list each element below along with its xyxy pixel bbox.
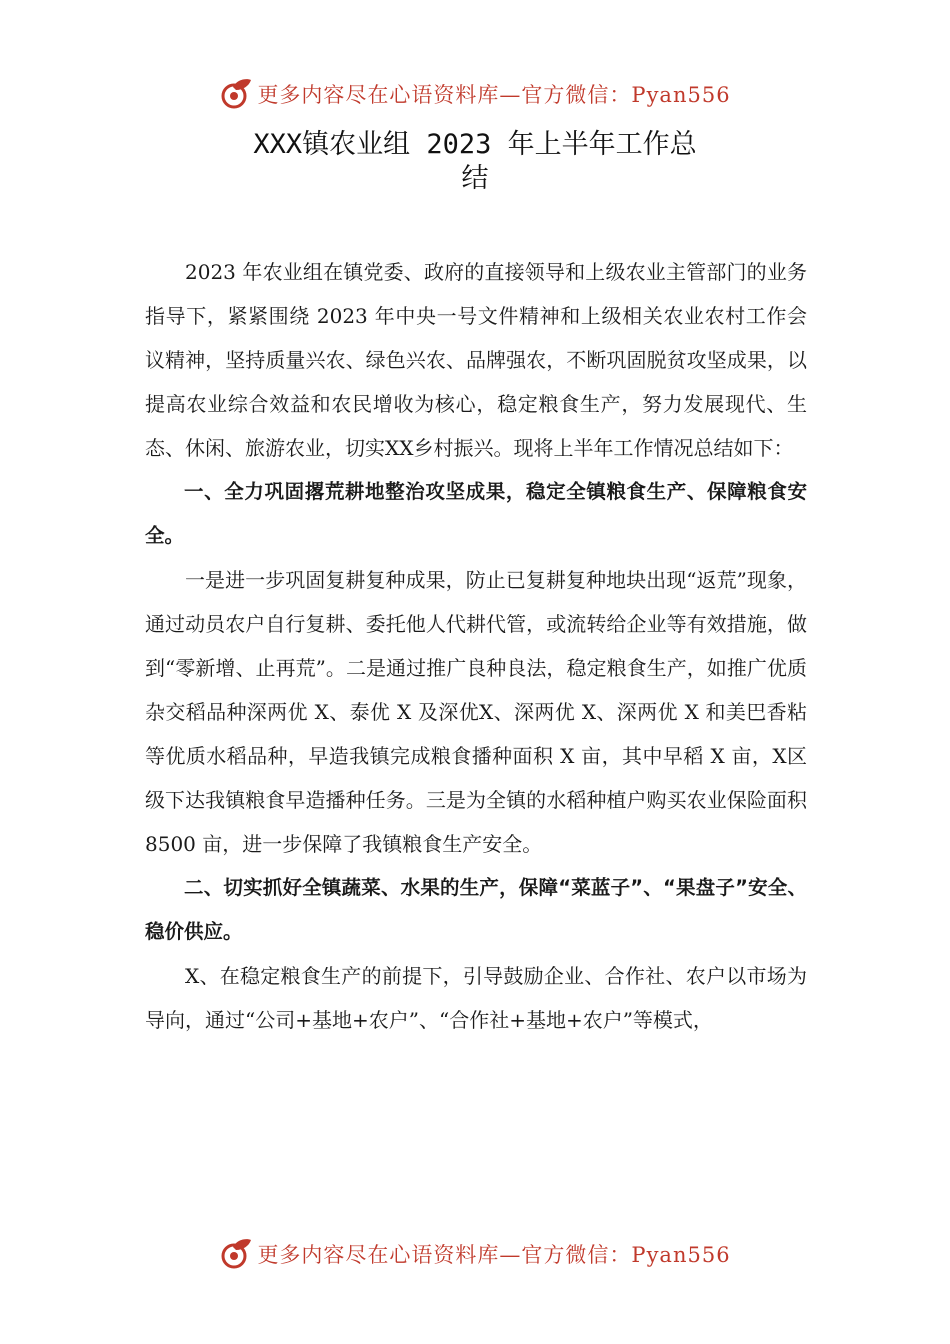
title-line-2: 结 — [461, 163, 489, 194]
section-1-paragraph: 一是进一步巩固复耕复种成果，防止已复耕复种地块出现“返荒”现象，通过动员农户自行复耕、委托他人代耕代管，或流转给企业等有效措施，做到“零新增、止再荒”。二是通过推广良种良法，稳定粮食生产，如推广优质杂交稻品种深两优 X、泰优 X 及深优X、深两优 X、深两优 X 和美巴香粘等优质水稻品种，早造我镇完成粮食播种面积 X 亩，其中早稻 X 亩，X区级下达我镇粮食早造播种任务。三是为全镇的水稻种植户购买农业保险面积8500 亩，进一步保障了我镇粮食生产安全。 — [145, 568, 807, 856]
intro-paragraph: 2023 年农业组在镇党委、政府的直接领导和上级农业主管部门的业务指导下，紧紧围绕 2023 年中央一号文件精神和上级相关农业农村工作会议精神，坚持质量兴农、绿色兴农、品牌强农，不断巩固脱贫攻坚成果，以提高农业综合效益和农民增收为核心，稳定粮食生产，努力发展现代、生态、休闲、旅游农业，切实XX乡村振兴。现将上半年工作情况总结如下： — [145, 260, 807, 460]
watermark-banner-top — [0, 72, 950, 116]
section-heading-2: 二、切实抓好全镇蔬菜、水果的生产，保障“菜蓝子”、“果盘子”安全、稳价供应。 — [145, 876, 807, 943]
leaf-logo-icon — [219, 1237, 253, 1271]
leaf-logo-icon — [219, 77, 253, 111]
section-heading-1: 一、全力巩固撂荒耕地整治攻坚成果，稳定全镇粮食生产、保障粮食安全。 — [145, 480, 807, 547]
document-body — [145, 250, 807, 1042]
watermark-text: 更多内容尽在心语资料库—官方微信：Pyan556 — [257, 83, 731, 107]
section-2-paragraph: X、在稳定粮食生产的前提下，引导鼓励企业、合作社、农户以市场为导向，通过“公司+基地+农户”、“合作社+基地+农户”等模式， — [145, 964, 807, 1032]
document-title — [200, 128, 750, 196]
watermark-text: 更多内容尽在心语资料库—官方微信：Pyan556 — [257, 1243, 731, 1267]
watermark-banner-bottom — [0, 1232, 950, 1276]
title-line-1: XXX镇农业组 2023 年上半年工作总 — [253, 129, 697, 160]
